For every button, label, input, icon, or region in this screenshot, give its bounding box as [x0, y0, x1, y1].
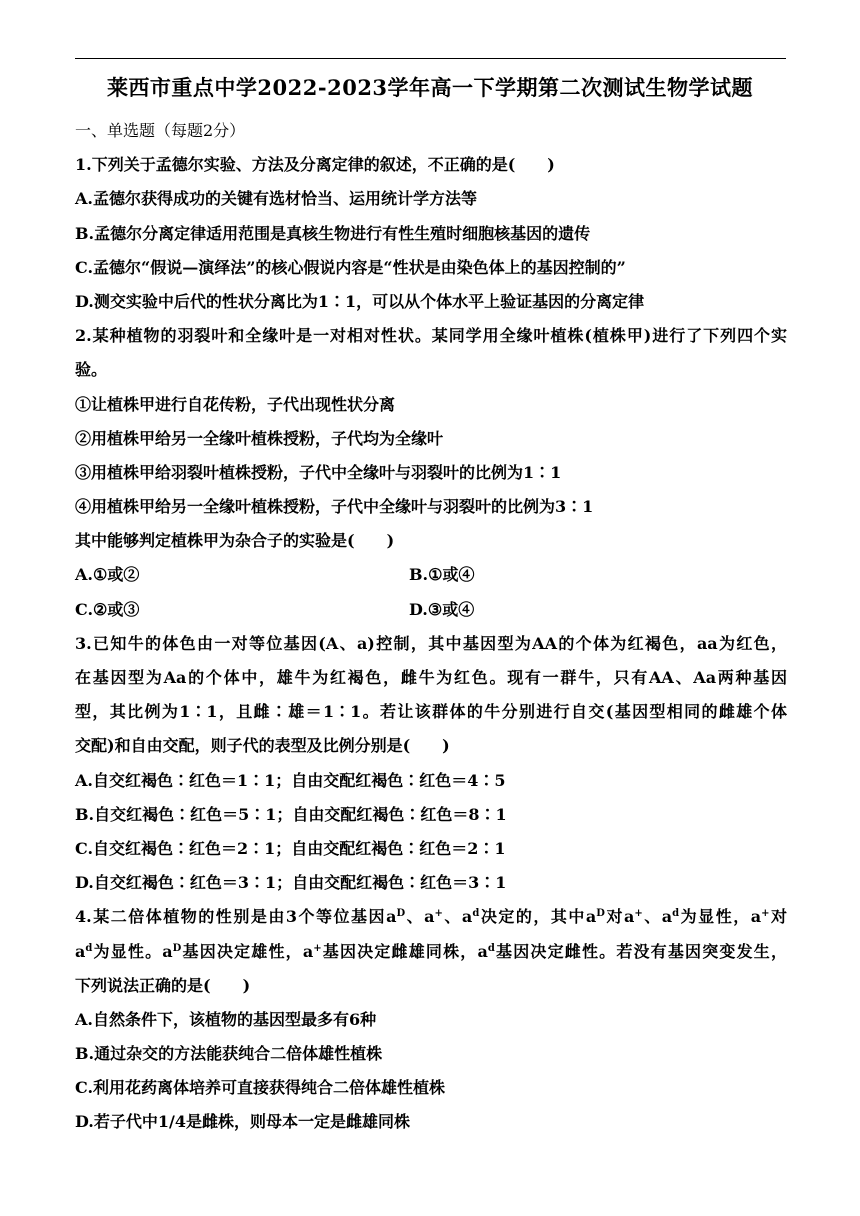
q3-option-c: C.自交红褐色∶红色＝2∶1；自由交配红褐色∶红色＝2∶1	[75, 838, 506, 858]
superscript: d	[472, 908, 480, 920]
q4-stem-line-1	[75, 900, 787, 934]
superscript: +	[634, 908, 643, 920]
q4-text: a	[75, 941, 86, 961]
q2-option-d: D.③或④	[409, 599, 475, 619]
q2-option-c: C.②或③	[75, 599, 140, 619]
q3-option-b: B.自交红褐色∶红色＝5∶1；自由交配红褐色∶红色＝8∶1	[75, 804, 507, 824]
q4-text: 基因决定雌雄同株，a	[321, 941, 488, 961]
q1-option-d: D.测交实验中后代的性状分离比为1∶1，可以从个体水平上验证基因的分离定律	[75, 291, 645, 311]
superscript: d	[85, 942, 93, 954]
superscript: D	[172, 942, 182, 954]
q4-option-b: B.通过杂交的方法能获纯合二倍体雄性植株	[75, 1044, 383, 1064]
q4-text: 基因决定雄性，a	[181, 941, 314, 961]
q4-stem-line-2	[75, 935, 787, 969]
q4-text: 对a	[604, 907, 635, 927]
q4-option-a: A.自然条件下，该植物的基因型最多有6种	[75, 1009, 377, 1029]
q2-experiment-4: ④用植株甲给另一全缘叶植株授粉，子代中全缘叶与羽裂叶的比例为3∶1	[75, 497, 594, 517]
exam-content	[75, 114, 787, 1140]
q3-stem-line-2: 在基因型为Aa的个体中，雄牛为红褐色，雌牛为红色。现有一群牛，只有AA、Aa两种基因	[75, 668, 787, 687]
q1-stem: 1.下列关于孟德尔实验、方法及分离定律的叙述，不正确的是( )	[75, 155, 555, 175]
q2-experiment-3: ③用植株甲给羽裂叶植株授粉，子代中全缘叶与羽裂叶的比例为1∶1	[75, 462, 562, 482]
superscript: d	[487, 942, 495, 954]
superscript: D	[396, 908, 406, 920]
q4-stem-line-3: 下列说法正确的是( )	[75, 975, 251, 995]
q4-text: 决定的，其中a	[479, 907, 597, 927]
q4-text: 、a	[405, 907, 435, 927]
q2-stem-line-1: 2.某种植物的羽裂叶和全缘叶是一对相对性状。某同学用全缘叶植株(植株甲)进行了下列四个实	[75, 326, 787, 346]
q2-options-row-1	[75, 558, 787, 592]
superscript: +	[313, 942, 322, 954]
exam-title: 莱西市重点中学2022-2023学年高一下学期第二次测试生物学试题	[106, 75, 754, 100]
header-rule	[75, 58, 786, 59]
superscript: +	[434, 908, 443, 920]
q4-text: 基因决定雌性。若没有基因突变发生，	[494, 941, 787, 961]
q4-option-d: D.若子代中1/4是雌株，则母本一定是雌雄同株	[75, 1112, 410, 1132]
q1-option-b: B.孟德尔分离定律适用范围是真核生物进行有性生殖时细胞核基因的遗传	[75, 223, 591, 243]
q2-experiment-1: ①让植株甲进行自花传粉，子代出现性状分离	[75, 394, 396, 414]
q4-text: 、a	[642, 907, 673, 927]
section-heading: 一、单选题（每题2分）	[75, 121, 246, 140]
q2-option-a: A.①或②	[75, 565, 140, 585]
q4-option-c: C.利用花药离体培养可直接获得纯合二倍体雄性植株	[75, 1078, 446, 1098]
q4-text: 、a	[442, 907, 473, 927]
q4-text: 对	[769, 907, 787, 927]
q1-option-a: A.孟德尔获得成功的关键有选材恰当、运用统计学方法等	[75, 189, 477, 209]
q4-text: 为显性，a	[679, 907, 762, 927]
q2-experiment-2: ②用植株甲给另一全缘叶植株授粉，子代均为全缘叶	[75, 428, 444, 448]
superscript: +	[761, 908, 770, 920]
q3-stem-line-4: 交配)和自由交配，则子代的表型及比例分别是( )	[75, 736, 450, 756]
q2-option-b: B.①或④	[409, 565, 475, 585]
q4-text: 为显性。a	[92, 941, 173, 961]
q3-option-a: A.自交红褐色∶红色＝1∶1；自由交配红褐色∶红色＝4∶5	[75, 770, 506, 790]
q1-option-c: C.孟德尔“假说—演绎法”的核心假说内容是“性状是由染色体上的基因控制的”	[75, 257, 626, 277]
q4-text: 4.某二倍体植物的性别是由3个等位基因a	[75, 907, 397, 927]
q2-question: 其中能够判定植株甲为杂合子的实验是( )	[75, 531, 395, 551]
q3-option-d: D.自交红褐色∶红色＝3∶1；自由交配红褐色∶红色＝3∶1	[75, 873, 507, 893]
q2-stem-line-2: 验。	[75, 360, 108, 380]
q3-stem-line-1: 3.已知牛的体色由一对等位基因(A、a)控制，其中基因型为AA的个体为红褐色，aa为红色，	[75, 633, 787, 653]
q2-options-row-2	[75, 593, 787, 627]
superscript: D	[596, 908, 605, 920]
superscript: d	[672, 908, 680, 920]
q3-stem-line-3: 型，其比例为1∶1，且雌∶雄＝1∶1。若让该群体的牛分别进行自交(基因型相同的雌雄个体	[75, 702, 787, 722]
